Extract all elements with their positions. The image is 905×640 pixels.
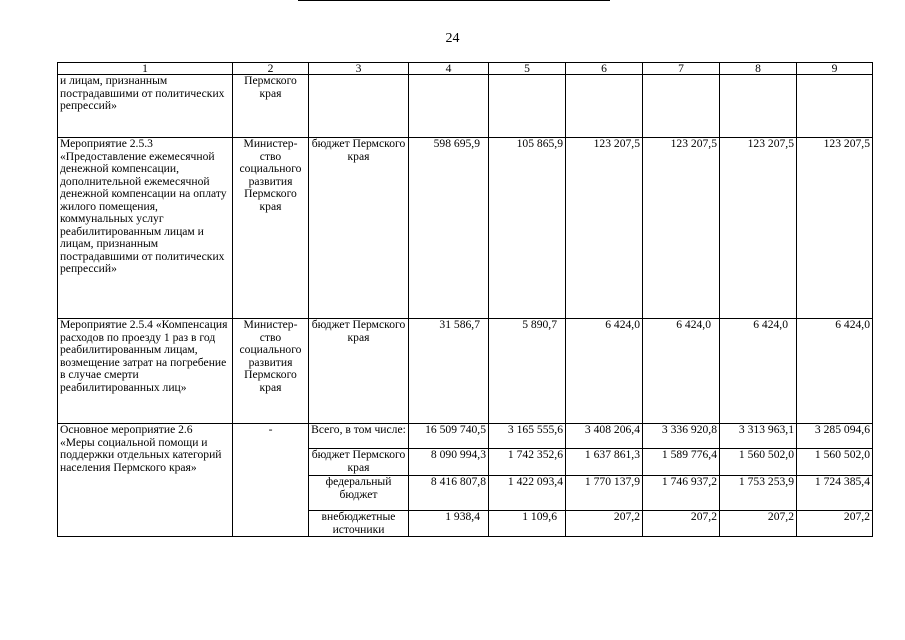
empty-cell [566,75,643,138]
value-cell: 1 422 093,4 [489,476,566,511]
activity-cell: Мероприятие 2.5.4 «Компенсация расходов по проезду 1 раз в год реабилитированным лицам, возмещение затрат на погребение в случае смерти реабилитированных лиц» [58,319,233,424]
value-cell: 1 637 861,3 [566,449,643,476]
activity-cell: и лицам, признанным пострадавшими от политических репрессий» [58,75,233,138]
budget-table [57,62,873,537]
value-cell: 3 313 963,1 [720,424,797,449]
responsible-cell: Пермского края [233,75,309,138]
value-cell: 1 560 502,0 [720,449,797,476]
value-cell: 1 746 937,2 [643,476,720,511]
value-cell: 207,2 [720,511,797,537]
value-cell: 1 589 776,4 [643,449,720,476]
source-cell: внебюджетные источники [309,511,409,537]
value-cell: 123 207,5 [566,138,643,319]
header-cell: 9 [797,63,873,75]
source-cell: бюджет Пермского края [309,449,409,476]
value-cell: 3 285 094,6 [797,424,873,449]
table-row-continuation [58,75,873,138]
empty-cell [409,75,489,138]
value-cell: 8 090 994,3 [409,449,489,476]
value-cell: 207,2 [797,511,873,537]
table-row-2-6-total [58,424,873,449]
value-cell: 1 770 137,9 [566,476,643,511]
responsible-cell: Министер-ство социального развития Пермского края [233,138,309,319]
value-cell: 123 207,5 [797,138,873,319]
table-row-2-5-4 [58,319,873,424]
activity-cell: Мероприятие 2.5.3 «Предоставление ежемесячной денежной компенсации, дополнительной ежемесячной денежной компенсации на оплату жилого помещения, коммунальных услуг реабилитированным лицам и лицам, признанным пострадавшими от политических репрессий» [58,138,233,319]
value-cell: 207,2 [566,511,643,537]
header-cell: 1 [58,63,233,75]
header-cell: 4 [409,63,489,75]
value-cell: 31 586,7 [409,319,489,424]
table-row-2-5-3 [58,138,873,319]
value-cell: 123 207,5 [720,138,797,319]
value-cell: 3 336 920,8 [643,424,720,449]
header-cell: 5 [489,63,566,75]
empty-cell [643,75,720,138]
value-cell: 1 109,6 [489,511,566,537]
value-cell: 1 938,4 [409,511,489,537]
value-cell: 598 695,9 [409,138,489,319]
source-cell: федеральный бюджет [309,476,409,511]
source-cell: бюджет Пермского края [309,138,409,319]
source-cell: Всего, в том числе: [309,424,409,449]
activity-cell: Основное мероприятие 2.6 «Меры социальной помощи и поддержки отдельных категорий населения Пермского края» [58,424,233,537]
value-cell: 105 865,9 [489,138,566,319]
top-rule [298,0,610,1]
header-cell: 2 [233,63,309,75]
value-cell: 6 424,0 [720,319,797,424]
header-cell: 3 [309,63,409,75]
empty-cell [797,75,873,138]
source-cell: бюджет Пермского края [309,319,409,424]
responsible-cell: Министер-ство социального развития Пермского края [233,319,309,424]
header-cell: 7 [643,63,720,75]
header-row [58,63,873,75]
value-cell: 5 890,7 [489,319,566,424]
value-cell: 16 509 740,5 [409,424,489,449]
value-cell: 1 724 385,4 [797,476,873,511]
header-cell: 6 [566,63,643,75]
value-cell: 1 742 352,6 [489,449,566,476]
value-cell: 6 424,0 [643,319,720,424]
value-cell: 3 408 206,4 [566,424,643,449]
empty-cell [489,75,566,138]
value-cell: 3 165 555,6 [489,424,566,449]
value-cell: 207,2 [643,511,720,537]
value-cell: 1 753 253,9 [720,476,797,511]
value-cell: 6 424,0 [797,319,873,424]
value-cell: 6 424,0 [566,319,643,424]
value-cell: 1 560 502,0 [797,449,873,476]
responsible-cell: - [233,424,309,537]
header-cell: 8 [720,63,797,75]
empty-cell [309,75,409,138]
value-cell: 123 207,5 [643,138,720,319]
empty-cell [720,75,797,138]
value-cell: 8 416 807,8 [409,476,489,511]
page-number: 24 [445,31,460,46]
